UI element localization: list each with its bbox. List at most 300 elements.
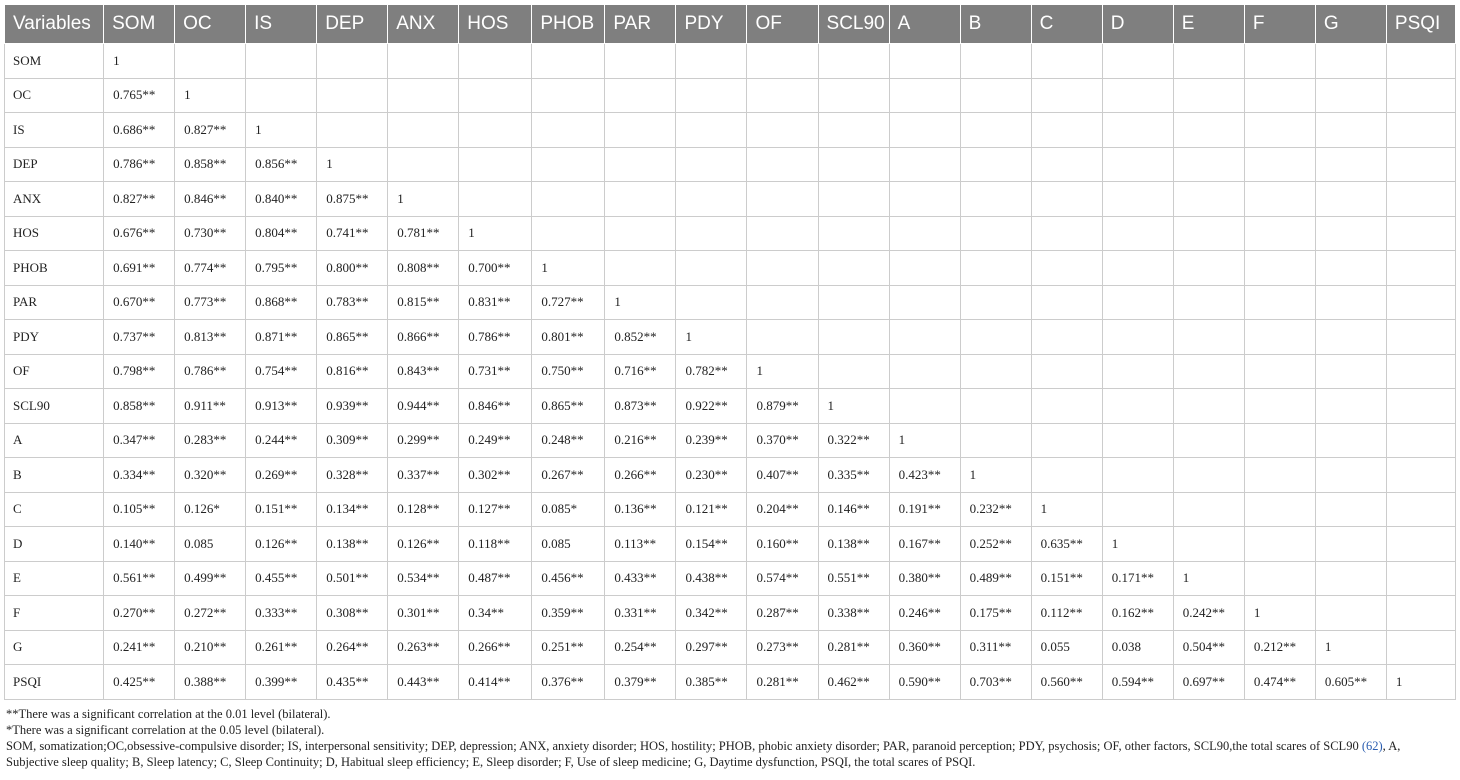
table-cell: 0.263** bbox=[388, 630, 459, 665]
table-cell bbox=[889, 389, 960, 424]
row-label-of: OF bbox=[5, 354, 104, 389]
table-cell: 0.754** bbox=[246, 354, 317, 389]
table-cell: 0.126** bbox=[246, 527, 317, 562]
table-cell bbox=[1244, 354, 1315, 389]
table-cell: 0.875** bbox=[317, 182, 388, 217]
table-cell bbox=[889, 320, 960, 355]
table-cell: 0.697** bbox=[1173, 665, 1244, 700]
table-cell: 0.456** bbox=[532, 561, 605, 596]
table-cell: 0.210** bbox=[175, 630, 246, 665]
table-cell bbox=[1173, 423, 1244, 458]
table-row bbox=[5, 147, 1456, 182]
table-cell: 0.216** bbox=[605, 423, 676, 458]
table-cell bbox=[1244, 458, 1315, 493]
table-cell bbox=[1386, 458, 1455, 493]
table-cell: 0.331** bbox=[605, 596, 676, 631]
table-cell bbox=[747, 285, 818, 320]
table-cell: 0.700** bbox=[459, 251, 532, 286]
table-cell bbox=[676, 113, 747, 148]
table-cell: 0.716** bbox=[605, 354, 676, 389]
table-row bbox=[5, 251, 1456, 286]
table-cell: 0.939** bbox=[317, 389, 388, 424]
table-cell: 0.230** bbox=[676, 458, 747, 493]
table-row bbox=[5, 354, 1456, 389]
correlation-table bbox=[4, 4, 1456, 700]
table-cell bbox=[1031, 423, 1102, 458]
column-header-oc: OC bbox=[175, 5, 246, 44]
table-footnotes bbox=[4, 706, 1456, 770]
column-header-anx: ANX bbox=[388, 5, 459, 44]
table-cell: 0.160** bbox=[747, 527, 818, 562]
column-header-b: B bbox=[960, 5, 1031, 44]
reference-link[interactable]: (62) bbox=[1361, 738, 1383, 753]
table-cell bbox=[532, 44, 605, 79]
table-row bbox=[5, 665, 1456, 700]
table-cell: 0.297** bbox=[676, 630, 747, 665]
table-cell bbox=[889, 182, 960, 217]
row-label-b: B bbox=[5, 458, 104, 493]
table-cell: 1 bbox=[1386, 665, 1455, 700]
table-cell bbox=[388, 44, 459, 79]
table-row bbox=[5, 423, 1456, 458]
table-row bbox=[5, 389, 1456, 424]
table-cell: 0.146** bbox=[818, 492, 889, 527]
table-cell bbox=[1102, 320, 1173, 355]
table-cell: 0.846** bbox=[175, 182, 246, 217]
table-cell bbox=[317, 44, 388, 79]
table-cell: 0.342** bbox=[676, 596, 747, 631]
table-cell bbox=[1244, 113, 1315, 148]
table-cell bbox=[889, 216, 960, 251]
table-cell bbox=[1315, 78, 1386, 113]
table-cell bbox=[532, 182, 605, 217]
table-cell bbox=[1173, 389, 1244, 424]
table-cell bbox=[818, 113, 889, 148]
table-cell: 0.489** bbox=[960, 561, 1031, 596]
table-cell bbox=[1315, 44, 1386, 79]
row-label-pdy: PDY bbox=[5, 320, 104, 355]
table-cell bbox=[1386, 561, 1455, 596]
table-cell bbox=[1244, 423, 1315, 458]
table-cell: 0.423** bbox=[889, 458, 960, 493]
table-cell: 0.244** bbox=[246, 423, 317, 458]
table-row bbox=[5, 285, 1456, 320]
table-cell: 0.270** bbox=[104, 596, 175, 631]
table-cell bbox=[1315, 251, 1386, 286]
table-cell: 0.730** bbox=[175, 216, 246, 251]
table-cell bbox=[960, 354, 1031, 389]
table-cell: 1 bbox=[532, 251, 605, 286]
table-cell: 0.308** bbox=[317, 596, 388, 631]
table-cell bbox=[1031, 147, 1102, 182]
table-cell bbox=[676, 78, 747, 113]
table-cell bbox=[960, 44, 1031, 79]
table-row bbox=[5, 320, 1456, 355]
row-label-scl90: SCL90 bbox=[5, 389, 104, 424]
table-cell bbox=[1315, 423, 1386, 458]
table-cell: 0.242** bbox=[1173, 596, 1244, 631]
table-cell: 0.175** bbox=[960, 596, 1031, 631]
table-cell: 0.801** bbox=[532, 320, 605, 355]
table-row bbox=[5, 596, 1456, 631]
table-cell bbox=[1173, 113, 1244, 148]
table-cell bbox=[1386, 44, 1455, 79]
table-cell bbox=[532, 216, 605, 251]
table-cell bbox=[532, 113, 605, 148]
table-cell: 0.560** bbox=[1031, 665, 1102, 700]
table-cell bbox=[1315, 113, 1386, 148]
table-cell: 0.783** bbox=[317, 285, 388, 320]
table-cell bbox=[676, 216, 747, 251]
table-cell bbox=[747, 182, 818, 217]
table-cell: 0.868** bbox=[246, 285, 317, 320]
row-label-dep: DEP bbox=[5, 147, 104, 182]
table-cell bbox=[1102, 354, 1173, 389]
table-cell: 0.438** bbox=[676, 561, 747, 596]
table-cell bbox=[1386, 251, 1455, 286]
table-cell: 0.085* bbox=[532, 492, 605, 527]
table-cell bbox=[676, 285, 747, 320]
table-cell bbox=[889, 285, 960, 320]
table-cell: 0.443** bbox=[388, 665, 459, 700]
table-cell bbox=[747, 113, 818, 148]
table-cell bbox=[1173, 354, 1244, 389]
table-cell: 0.347** bbox=[104, 423, 175, 458]
table-cell bbox=[1173, 285, 1244, 320]
table-cell: 0.281** bbox=[818, 630, 889, 665]
table-cell bbox=[889, 251, 960, 286]
table-cell: 0.333** bbox=[246, 596, 317, 631]
table-cell: 0.038 bbox=[1102, 630, 1173, 665]
table-cell bbox=[1173, 44, 1244, 79]
table-cell: 0.786** bbox=[459, 320, 532, 355]
table-cell: 0.846** bbox=[459, 389, 532, 424]
table-cell bbox=[818, 251, 889, 286]
table-cell: 0.232** bbox=[960, 492, 1031, 527]
table-cell: 0.782** bbox=[676, 354, 747, 389]
row-label-anx: ANX bbox=[5, 182, 104, 217]
table-cell: 0.750** bbox=[532, 354, 605, 389]
table-cell bbox=[1173, 458, 1244, 493]
table-cell: 1 bbox=[1244, 596, 1315, 631]
table-cell bbox=[532, 147, 605, 182]
table-cell: 0.871** bbox=[246, 320, 317, 355]
table-cell: 0.808** bbox=[388, 251, 459, 286]
table-cell: 0.474** bbox=[1244, 665, 1315, 700]
table-cell bbox=[459, 147, 532, 182]
table-cell: 0.126* bbox=[175, 492, 246, 527]
table-cell bbox=[1244, 561, 1315, 596]
table-cell: 0.781** bbox=[388, 216, 459, 251]
table-row bbox=[5, 44, 1456, 79]
abbreviations-text-part1: SOM, somatization;OC,obsessive-compulsive disorder; IS, interpersonal sensitivity; DEP, depression; ANX, anxiety disorder; HOS, hostility; PHOB, phobic anxiety disorder; PAR, paranoid perception; PDY, psychosis; OF, other factors, SCL90,the total scares of SCL90 bbox=[6, 738, 1359, 753]
footnote-abbreviations bbox=[6, 738, 1456, 770]
table-cell bbox=[1173, 492, 1244, 527]
table-cell: 0.121** bbox=[676, 492, 747, 527]
table-cell bbox=[676, 147, 747, 182]
table-cell: 0.561** bbox=[104, 561, 175, 596]
table-cell: 0.858** bbox=[175, 147, 246, 182]
table-cell: 0.786** bbox=[104, 147, 175, 182]
row-label-hos: HOS bbox=[5, 216, 104, 251]
table-cell bbox=[1102, 78, 1173, 113]
table-cell bbox=[1386, 78, 1455, 113]
table-cell bbox=[818, 44, 889, 79]
table-cell: 0.774** bbox=[175, 251, 246, 286]
column-header-hos: HOS bbox=[459, 5, 532, 44]
table-cell bbox=[1386, 354, 1455, 389]
table-cell bbox=[1102, 389, 1173, 424]
column-header-phob: PHOB bbox=[532, 5, 605, 44]
table-cell bbox=[1315, 182, 1386, 217]
table-cell: 0.407** bbox=[747, 458, 818, 493]
table-cell bbox=[1386, 527, 1455, 562]
column-header-psqi: PSQI bbox=[1386, 5, 1455, 44]
table-cell: 0.167** bbox=[889, 527, 960, 562]
table-cell: 0.272** bbox=[175, 596, 246, 631]
table-cell: 0.112** bbox=[1031, 596, 1102, 631]
table-cell: 0.843** bbox=[388, 354, 459, 389]
table-cell: 0.334** bbox=[104, 458, 175, 493]
column-header-g: G bbox=[1315, 5, 1386, 44]
table-cell bbox=[1244, 527, 1315, 562]
table-cell: 0.786** bbox=[175, 354, 246, 389]
table-cell: 0.140** bbox=[104, 527, 175, 562]
table-cell bbox=[960, 320, 1031, 355]
table-cell: 0.252** bbox=[960, 527, 1031, 562]
table-cell: 0.299** bbox=[388, 423, 459, 458]
table-cell: 0.388** bbox=[175, 665, 246, 700]
table-cell bbox=[960, 285, 1031, 320]
table-cell: 0.765** bbox=[104, 78, 175, 113]
table-cell bbox=[1315, 354, 1386, 389]
table-cell bbox=[1315, 389, 1386, 424]
table-cell bbox=[1244, 492, 1315, 527]
table-cell: 0.126** bbox=[388, 527, 459, 562]
table-cell bbox=[459, 182, 532, 217]
table-cell: 0.171** bbox=[1102, 561, 1173, 596]
table-cell: 0.338** bbox=[818, 596, 889, 631]
table-cell: 0.204** bbox=[747, 492, 818, 527]
table-row bbox=[5, 458, 1456, 493]
table-cell: 0.911** bbox=[175, 389, 246, 424]
table-cell bbox=[1386, 113, 1455, 148]
table-cell: 0.433** bbox=[605, 561, 676, 596]
table-cell bbox=[1031, 44, 1102, 79]
table-cell: 0.574** bbox=[747, 561, 818, 596]
table-cell: 0.151** bbox=[246, 492, 317, 527]
table-cell bbox=[1386, 147, 1455, 182]
table-cell bbox=[1031, 285, 1102, 320]
table-cell bbox=[747, 147, 818, 182]
table-cell bbox=[1102, 285, 1173, 320]
table-cell: 0.360** bbox=[889, 630, 960, 665]
table-cell: 0.827** bbox=[175, 113, 246, 148]
table-cell: 0.191** bbox=[889, 492, 960, 527]
table-cell bbox=[175, 44, 246, 79]
table-row bbox=[5, 216, 1456, 251]
table-cell bbox=[1386, 216, 1455, 251]
table-row bbox=[5, 78, 1456, 113]
table-cell: 1 bbox=[246, 113, 317, 148]
table-cell bbox=[459, 113, 532, 148]
table-cell: 0.376** bbox=[532, 665, 605, 700]
table-cell: 1 bbox=[388, 182, 459, 217]
table-cell: 0.741** bbox=[317, 216, 388, 251]
table-cell: 0.136** bbox=[605, 492, 676, 527]
table-cell: 0.858** bbox=[104, 389, 175, 424]
table-cell: 0.151** bbox=[1031, 561, 1102, 596]
table-cell: 0.873** bbox=[605, 389, 676, 424]
table-cell: 0.302** bbox=[459, 458, 532, 493]
table-cell: 0.118** bbox=[459, 527, 532, 562]
table-cell: 0.266** bbox=[459, 630, 532, 665]
row-label-oc: OC bbox=[5, 78, 104, 113]
table-cell bbox=[1244, 78, 1315, 113]
table-cell: 0.055 bbox=[1031, 630, 1102, 665]
table-cell bbox=[889, 354, 960, 389]
table-row bbox=[5, 561, 1456, 596]
table-cell bbox=[388, 113, 459, 148]
table-cell: 0.731** bbox=[459, 354, 532, 389]
table-cell: 0.335** bbox=[818, 458, 889, 493]
table-cell: 0.239** bbox=[676, 423, 747, 458]
table-cell: 0.590** bbox=[889, 665, 960, 700]
table-cell bbox=[1244, 251, 1315, 286]
table-cell bbox=[1315, 216, 1386, 251]
table-cell: 0.251** bbox=[532, 630, 605, 665]
table-cell bbox=[532, 78, 605, 113]
column-header-par: PAR bbox=[605, 5, 676, 44]
table-cell bbox=[960, 251, 1031, 286]
table-cell bbox=[889, 44, 960, 79]
table-cell bbox=[818, 78, 889, 113]
table-cell bbox=[1102, 458, 1173, 493]
table-cell: 0.113** bbox=[605, 527, 676, 562]
table-cell: 0.266** bbox=[605, 458, 676, 493]
table-cell bbox=[1031, 458, 1102, 493]
table-cell: 1 bbox=[747, 354, 818, 389]
table-cell bbox=[960, 147, 1031, 182]
table-cell: 0.261** bbox=[246, 630, 317, 665]
table-cell bbox=[1102, 113, 1173, 148]
table-cell: 0.676** bbox=[104, 216, 175, 251]
column-header-d: D bbox=[1102, 5, 1173, 44]
column-header-f: F bbox=[1244, 5, 1315, 44]
table-cell: 0.138** bbox=[818, 527, 889, 562]
table-cell: 0.856** bbox=[246, 147, 317, 182]
table-cell bbox=[1315, 147, 1386, 182]
table-cell bbox=[1315, 596, 1386, 631]
row-label-e: E bbox=[5, 561, 104, 596]
table-cell: 0.462** bbox=[818, 665, 889, 700]
table-cell: 0.414** bbox=[459, 665, 532, 700]
table-cell: 1 bbox=[1315, 630, 1386, 665]
table-cell: 0.727** bbox=[532, 285, 605, 320]
row-label-c: C bbox=[5, 492, 104, 527]
table-cell: 0.249** bbox=[459, 423, 532, 458]
table-cell bbox=[747, 320, 818, 355]
table-cell: 0.283** bbox=[175, 423, 246, 458]
table-cell bbox=[1102, 182, 1173, 217]
table-cell bbox=[1315, 458, 1386, 493]
table-cell: 0.138** bbox=[317, 527, 388, 562]
table-cell bbox=[747, 251, 818, 286]
table-row bbox=[5, 492, 1456, 527]
table-cell: 0.264** bbox=[317, 630, 388, 665]
table-cell bbox=[1386, 389, 1455, 424]
table-cell bbox=[1031, 251, 1102, 286]
table-cell bbox=[1102, 44, 1173, 79]
footnote-significance-001: **There was a significant correlation at the 0.01 level (bilateral). bbox=[6, 706, 331, 721]
table-cell: 0.551** bbox=[818, 561, 889, 596]
row-label-phob: PHOB bbox=[5, 251, 104, 286]
table-cell bbox=[676, 182, 747, 217]
table-cell bbox=[818, 147, 889, 182]
table-cell: 1 bbox=[889, 423, 960, 458]
table-cell: 0.922** bbox=[676, 389, 747, 424]
table-cell: 1 bbox=[676, 320, 747, 355]
table-cell bbox=[605, 113, 676, 148]
table-cell: 0.287** bbox=[747, 596, 818, 631]
table-cell bbox=[1386, 285, 1455, 320]
table-cell bbox=[1102, 423, 1173, 458]
column-header-a: A bbox=[889, 5, 960, 44]
table-cell: 0.487** bbox=[459, 561, 532, 596]
table-cell: 0.246** bbox=[889, 596, 960, 631]
table-cell: 0.379** bbox=[605, 665, 676, 700]
table-cell bbox=[459, 78, 532, 113]
table-row bbox=[5, 182, 1456, 217]
table-cell bbox=[1386, 492, 1455, 527]
table-cell: 0.534** bbox=[388, 561, 459, 596]
table-cell: 0.605** bbox=[1315, 665, 1386, 700]
table-cell: 0.798** bbox=[104, 354, 175, 389]
table-cell bbox=[1102, 251, 1173, 286]
table-cell: 0.085 bbox=[175, 527, 246, 562]
table-cell: 0.380** bbox=[889, 561, 960, 596]
table-cell bbox=[1031, 320, 1102, 355]
table-cell: 0.212** bbox=[1244, 630, 1315, 665]
table-cell bbox=[1386, 423, 1455, 458]
table-row bbox=[5, 630, 1456, 665]
table-cell bbox=[818, 285, 889, 320]
table-cell: 0.865** bbox=[532, 389, 605, 424]
table-cell bbox=[1315, 285, 1386, 320]
footnote-significance-005: *There was a significant correlation at the 0.05 level (bilateral). bbox=[6, 722, 325, 737]
table-cell: 0.670** bbox=[104, 285, 175, 320]
table-cell: 0.370** bbox=[747, 423, 818, 458]
column-header-variables: Variables bbox=[5, 5, 104, 44]
table-cell bbox=[1244, 285, 1315, 320]
table-cell bbox=[388, 147, 459, 182]
table-cell bbox=[1031, 216, 1102, 251]
table-cell bbox=[1102, 492, 1173, 527]
table-cell bbox=[1102, 147, 1173, 182]
table-cell bbox=[1173, 216, 1244, 251]
table-cell: 0.154** bbox=[676, 527, 747, 562]
correlation-table-container bbox=[4, 4, 1456, 770]
row-label-som: SOM bbox=[5, 44, 104, 79]
table-cell bbox=[818, 320, 889, 355]
table-cell bbox=[1315, 492, 1386, 527]
table-cell bbox=[1315, 561, 1386, 596]
table-cell: 0.337** bbox=[388, 458, 459, 493]
table-cell: 0.085 bbox=[532, 527, 605, 562]
table-cell bbox=[605, 251, 676, 286]
table-cell bbox=[1173, 182, 1244, 217]
table-cell bbox=[1102, 216, 1173, 251]
